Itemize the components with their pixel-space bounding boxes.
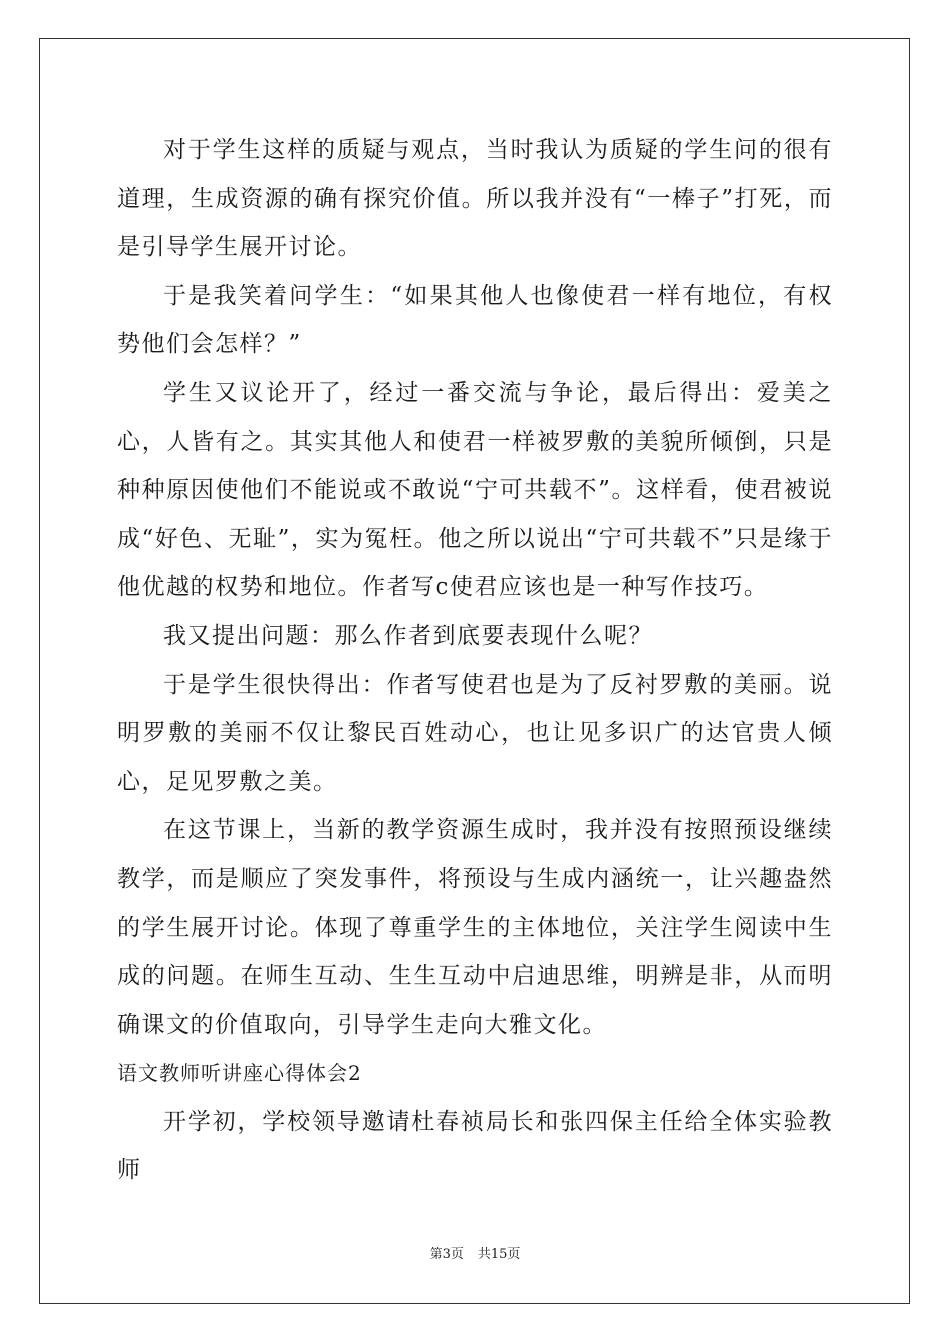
paragraph-7: 开学初，学校领导邀请杜春祯局长和张四保主任给全体实验教师 [117, 1108, 833, 1184]
paragraph-3: 学生又议论开了，经过一番交流与争论，最后得出：爱美之心，人皆有之。其实其他人和使君一样被罗敷的美貌所倾倒，只是种种原因使他们不能说或不敢说“宁可共载不”。这样看，使君被说成“好色、无耻”，实为冤枉。他之所以说出“宁可共载不”只是缘于他优越的权势和地位。作者写c使君应该也是一种写作技巧。 [117, 379, 833, 601]
page-total: 共15页 [477, 1247, 521, 1262]
paragraph-1: 对于学生这样的质疑与观点，当时我认为质疑的学生问的很有道理，生成资源的确有探究价值。所以我并没有“一棒子”打死，而是引导学生展开讨论。 [117, 137, 833, 261]
section-heading: 语文教师听讲座心得体会2 [117, 1061, 362, 1086]
paragraph-2: 于是我笑着问学生：“如果其他人也像使君一样有地位，有权势他们会怎样？” [117, 282, 833, 358]
page-footer [0, 1245, 950, 1265]
paragraph-6: 在这节课上，当新的教学资源生成时，我并没有按照预设继续教学，而是顺应了突发事件，将预设与生成内涵统一，让兴趣盎然的学生展开讨论。体现了尊重学生的主体地位，关注学生阅读中生成的问题。在师生互动、生生互动中启迪思维，明辨是非，从而明确课文的价值取向，引导学生走向大雅文化。 [117, 817, 833, 1038]
paragraph-4: 我又提出问题：那么作者到底要表现什么呢？ [163, 622, 653, 649]
document-body [117, 126, 833, 1195]
page-number: 第3页 [429, 1247, 464, 1262]
paragraph-5: 于是学生很快得出：作者写使君也是为了反衬罗敷的美丽。说明罗敷的美丽不仅让黎民百姓动心，也让见多识广的达官贵人倾心，足见罗敷之美。 [117, 671, 833, 795]
